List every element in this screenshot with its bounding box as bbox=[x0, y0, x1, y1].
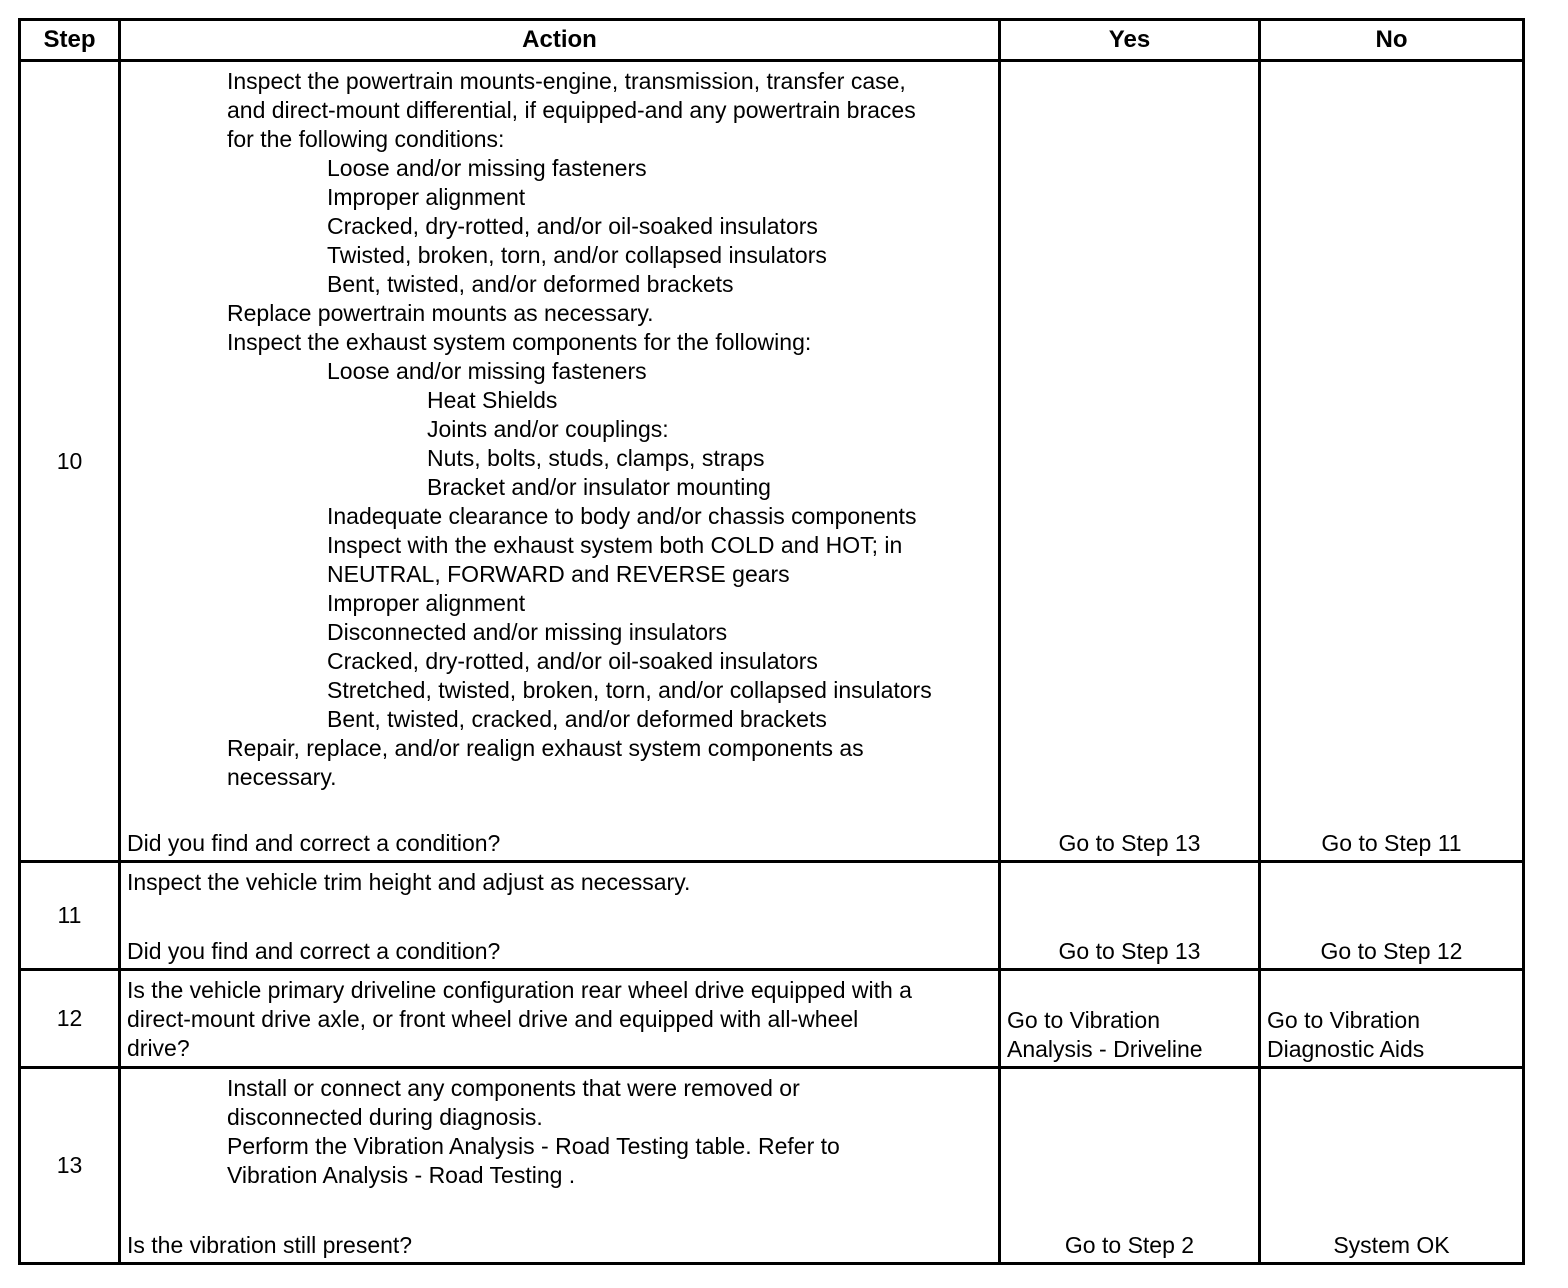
action-line: Improper alignment bbox=[327, 590, 526, 616]
action-line: Joints and/or couplings: bbox=[427, 416, 669, 442]
action-line: Inspect with the exhaust system both COLD and HOT; in bbox=[327, 532, 903, 558]
action-line: Heat Shields bbox=[427, 387, 558, 413]
step-11-no bbox=[1260, 862, 1524, 970]
step-12-action bbox=[120, 970, 1000, 1068]
action-line: Cracked, dry-rotted, and/or oil-soaked insulators bbox=[327, 213, 818, 239]
header-yes: Yes bbox=[1000, 20, 1260, 61]
step-12-row bbox=[20, 970, 1524, 1068]
step-11-yes-result: Go to Step 13 bbox=[1058, 938, 1201, 964]
step-12-number: 12 bbox=[20, 970, 120, 1068]
action-line: direct-mount drive axle, or front wheel drive and equipped with all-wheel bbox=[127, 1006, 859, 1032]
action-line: NEUTRAL, FORWARD and REVERSE gears bbox=[327, 561, 790, 587]
action-line: Replace powertrain mounts as necessary. bbox=[227, 300, 654, 326]
action-line: and direct-mount differential, if equipped-and any powertrain braces bbox=[227, 97, 916, 123]
step-11-yes bbox=[1000, 862, 1260, 970]
step-11-number: 11 bbox=[20, 862, 120, 970]
action-line: disconnected during diagnosis. bbox=[227, 1104, 543, 1130]
step-10-yes-result: Go to Step 13 bbox=[1058, 830, 1201, 856]
step-13-yes-result: Go to Step 2 bbox=[1064, 1232, 1195, 1258]
step-11-row bbox=[20, 862, 1524, 970]
step-12-yes-line: Go to Vibration bbox=[1007, 1007, 1161, 1033]
header-step: Step bbox=[20, 20, 120, 61]
step-12-yes-line: Analysis - Driveline bbox=[1007, 1036, 1203, 1062]
action-line: Improper alignment bbox=[327, 184, 526, 210]
action-line: Nuts, bolts, studs, clamps, straps bbox=[427, 445, 765, 471]
step-11-question: Did you find and correct a condition? bbox=[127, 938, 501, 964]
action-line: Perform the Vibration Analysis - Road Testing table. Refer to bbox=[227, 1133, 840, 1159]
action-line: Bracket and/or insulator mounting bbox=[427, 474, 771, 500]
step-13-row bbox=[20, 1068, 1524, 1264]
action-line: Cracked, dry-rotted, and/or oil-soaked insulators bbox=[327, 648, 818, 674]
step-10-no bbox=[1260, 61, 1524, 862]
action-line: Inadequate clearance to body and/or chassis components bbox=[327, 503, 917, 529]
step-11-instruction: Inspect the vehicle trim height and adjust as necessary. bbox=[127, 869, 691, 895]
step-12-no-line: Go to Vibration bbox=[1267, 1007, 1421, 1033]
action-line: Repair, replace, and/or realign exhaust system components as bbox=[227, 735, 864, 761]
action-line: Install or connect any components that were removed or bbox=[227, 1075, 800, 1101]
step-13-no-result: System OK bbox=[1333, 1232, 1450, 1258]
step-13-number: 13 bbox=[20, 1068, 120, 1264]
header-no: No bbox=[1260, 20, 1524, 61]
step-13-question: Is the vibration still present? bbox=[127, 1232, 413, 1258]
step-10-no-result: Go to Step 11 bbox=[1321, 830, 1462, 856]
action-line: necessary. bbox=[227, 764, 337, 790]
step-13-action bbox=[120, 1068, 1000, 1264]
action-line: Inspect the exhaust system components for the following: bbox=[227, 329, 812, 355]
action-line: drive? bbox=[127, 1035, 190, 1061]
step-10-yes bbox=[1000, 61, 1260, 862]
header-row bbox=[20, 20, 1524, 61]
action-line: Bent, twisted, and/or deformed brackets bbox=[327, 271, 734, 297]
action-line: Twisted, broken, torn, and/or collapsed insulators bbox=[327, 242, 827, 268]
step-10-question: Did you find and correct a condition? bbox=[127, 830, 501, 856]
action-line: Loose and/or missing fasteners bbox=[327, 358, 647, 384]
step-13-no bbox=[1260, 1068, 1524, 1264]
action-line: Loose and/or missing fasteners bbox=[327, 155, 647, 181]
step-10-number: 10 bbox=[20, 61, 120, 862]
header-action: Action bbox=[120, 20, 1000, 61]
step-11-action bbox=[120, 862, 1000, 970]
action-line: Stretched, twisted, broken, torn, and/or collapsed insulators bbox=[327, 677, 932, 703]
action-line: Is the vehicle primary driveline configuration rear wheel drive equipped with a bbox=[127, 977, 912, 1003]
step-12-yes bbox=[1000, 970, 1260, 1068]
step-12-no-line: Diagnostic Aids bbox=[1267, 1036, 1425, 1062]
step-12-no bbox=[1260, 970, 1524, 1068]
diagnostic-table bbox=[18, 18, 1525, 1265]
action-line: Disconnected and/or missing insulators bbox=[327, 619, 728, 645]
step-10-row bbox=[20, 61, 1524, 862]
step-11-no-result: Go to Step 12 bbox=[1320, 938, 1463, 964]
action-line: Bent, twisted, cracked, and/or deformed brackets bbox=[327, 706, 827, 732]
action-line: Inspect the powertrain mounts-engine, transmission, transfer case, bbox=[227, 68, 906, 94]
step-10-action bbox=[120, 61, 1000, 862]
step-13-yes bbox=[1000, 1068, 1260, 1264]
action-line: for the following conditions: bbox=[227, 126, 505, 152]
action-line: Vibration Analysis - Road Testing . bbox=[227, 1162, 576, 1188]
